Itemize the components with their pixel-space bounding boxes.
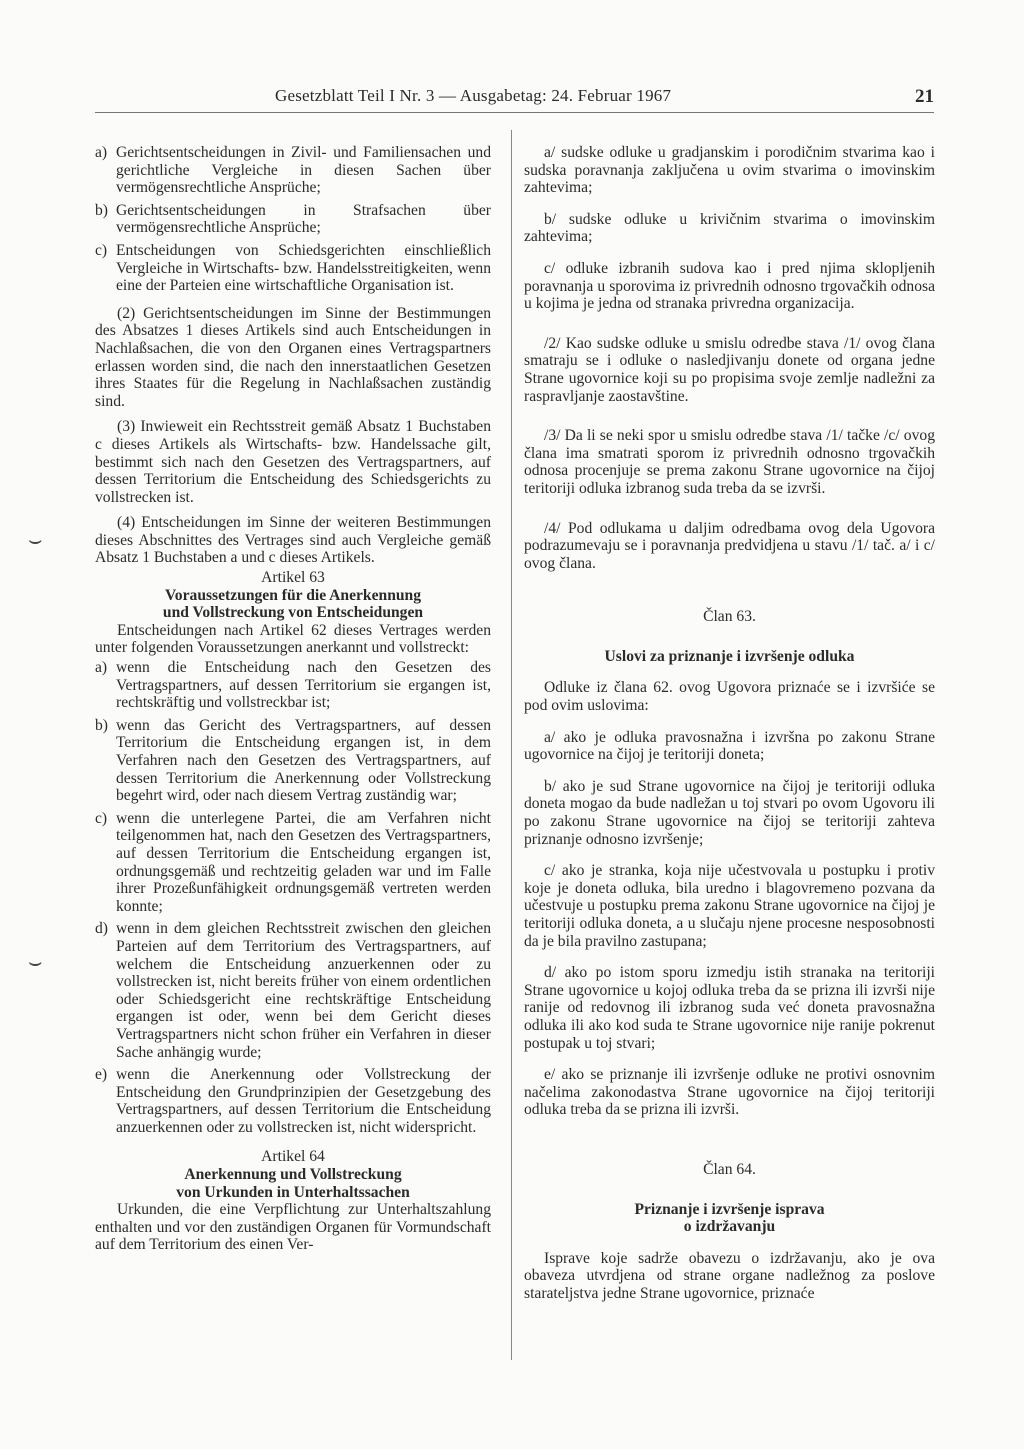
list-item: a) wenn die Entscheidung nach den Gesetzen des Vertragspartners, auf dessen Territorium sie ergangen ist, rechtskräftig und vollstreckbar ist; [95, 659, 491, 712]
article-title: Uslovi za priznanje i izvršenje odluka [604, 647, 855, 665]
article-title: Anerkennung und Vollstreckung [184, 1166, 402, 1184]
paragraph: c/ odluke izbranih sudova kao i pred njima sklopljenih poravnanja u sporovima iz privrednih odnosno trgovačkih odnosa u kojima je jedna od stranaka privredna organizacija. [524, 259, 935, 313]
paragraph: Entscheidungen nach Artikel 62 dieses Vertrages werden unter folgenden Voraussetzungen anerkannt und vollstreckt: [95, 621, 491, 657]
list-item: c) wenn die unterlegene Partei, die am Verfahren nicht teilgenommen hat, nach den Gesetzen des Vertragspartners, auf dessen Territorium die Entscheidung ergangen ist, ordnungsgemäß und rechtzeitig geladen war und im Falle ihrer Prozeßunfähigkeit ordnungsgemäß vertreten werden konnte; [95, 809, 491, 915]
paragraph: /2/ Kao sudske odluke u smislu odredbe stava /1/ ovog člana smatraju se i odluke o nasledjivanju donete od organa jedne Strane ugovornice koji su po propisima svoje zemlje nadležni za raspravljanje zaostavštine. [524, 334, 935, 405]
paragraph: (2) Gerichtsentscheidungen im Sinne der Bestimmungen des Absatzes 1 dieses Artikels sind auch Entscheidungen in Nachlaßsachen, die von den Organen eines Vertragspartners erlassen worden sind, die nach den innerstaatlichen Gesetzen ihres Staates für die Regelung in Nachlaßsachen zuständig sind. [95, 304, 491, 410]
paragraph: /4/ Pod odlukama u daljim odredbama ovog dela Ugovora podrazumevaju se i poravnanja predvidjena u stavu /1/ tač. a/ i c/ ovog člana. [524, 519, 935, 572]
paragraph: Odluke iz člana 62. ovog Ugovora priznaće se i izvršiće se pod ovim uslovima: [524, 679, 935, 715]
article-title: o izdržavanju [683, 1218, 776, 1236]
paragraph: Isprave koje sadrže obavezu o izdržavanju, ako je ova obaveza utvrdjena od strane organe nadležnog za poslove starateljstva jedne Strane ugovornice, priznaće [524, 1249, 935, 1302]
article-number: Član 64. [703, 1160, 756, 1178]
page-number: 21 [915, 86, 934, 107]
article-number: Član 63. [703, 608, 756, 626]
paragraph: (3) Inwieweit ein Rechtsstreit gemäß Absatz 1 Buchstaben c dieses Artikels als Wirtschafts- bzw. Handelssache gilt, bestimmt sich nach den Gesetzen des Vertragspartners, auf dessen Territorium die Entscheidung des Schiedsgerichts zu vollstrecken ist. [95, 418, 491, 506]
paragraph: Urkunden, die eine Verpflichtung zur Unterhaltszahlung enthalten und vor den zuständigen Organen für Vormundschaft auf dem Territorium des einen Ver- [95, 1201, 491, 1254]
list-item: b) Gerichtsentscheidungen in Strafsachen über vermögensrechtliche Ansprüche; [95, 201, 491, 237]
list-item: b/ ako je sud Strane ugovornice na čijoj je teritoriji odluka doneta mogao da bude nadležan u toj stvari po ovom Ugovoru ili po zakonu Strane ugovornice na čijoj se teritoriji zahteva priznanje odnosno izvršenje; [524, 777, 935, 848]
paragraph: a/ sudske odluke u gradjanskim i porodičnim stvarima kao i sudska poravnanja zaključena u ovim stvarima o imovinskim zahtevima; [524, 144, 935, 197]
paragraph: b/ sudske odluke u krivičnim stvarima o imovinskim zahtevima; [524, 210, 935, 246]
list-item: b) wenn das Gericht des Vertragspartners, auf dessen Territorium die Entscheidung ergangen ist, in dem Verfahren nach den Gesetzen des Vertragspartners, auf dessen Territorium die Anerkennung oder Vollstreckung begehrt wird, oder nach diesem Vertrag zuständig war; [95, 716, 491, 805]
list-item: e) wenn die Anerkennung oder Vollstreckung der Entscheidung den Grundprinzipien der Gesetzgebung des Vertragspartners, auf dessen Territorium die Entscheidung anzuerkennen oder zu vollstrecken ist, nicht widerspricht. [95, 1066, 491, 1136]
list-item: d/ ako po istom sporu izmedju istih stranaka na teritoriji Strane ugovornice u kojoj odluka treba da se prizna ili izvrši nije ranije od redovnog ili izbranog suda već doneta pravosnažna odluka ili ako kod suda te Strane ugovornice nije ranije pokrenut postupak u toj stvari; [524, 964, 935, 1052]
margin-check-mark: ⌣ [28, 950, 43, 975]
article-number: Artikel 63 [261, 569, 325, 587]
list-item: c/ ako je stranka, koja nije učestvovala u postupku i protiv koje je doneta odluka, bila uredno i blagovremeno pozvana da učestvuje u postupku prema zakonu Strane ugovornice na čijoj je teritoriji odluka doneta, a u slučaju njene procesne nesposobnosti da je bila pravilno zastupana; [524, 862, 935, 950]
gazette-title: Gesetzblatt Teil I Nr. 3 — Ausgabetag: 24. Februar 1967 [275, 86, 672, 105]
page-header [95, 86, 934, 113]
article-title: Voraussetzungen für die Anerkennung [164, 586, 422, 604]
list-item: e/ ako se priznanje ili izvršenje odluke ne protivi osnovnim načelima zakonodastva Strane ugovornice na čijoj teritoriji odluka treba da se prizna ili izvrši. [524, 1066, 935, 1119]
list-item: a/ ako je odluka pravosnažna i izvršna po zakonu Strane ugovornice na čijoj je teritoriji doneta; [524, 728, 935, 764]
article-title: von Urkunden in Unterhaltssachen [176, 1183, 410, 1201]
list-item: d) wenn in dem gleichen Rechtsstreit zwischen den gleichen Parteien auf dem Territorium des Vertragspartners, auf welchem die Entscheidung anzuerkennen oder zu vollstrecken ist, nicht bereits früher von einem ordentlichen oder Schiedsgericht eine rechtskräftige Entscheidung ergangen ist oder, wenn bei dem Gericht dieses Vertragspartners nicht schon früher ein Verfahren in dieser Sache anhängig wurde; [95, 920, 491, 1061]
article-title: Priznanje i izvršenje isprava [634, 1200, 825, 1218]
margin-check-mark: ⌣ [28, 528, 43, 553]
german-column [95, 144, 491, 1262]
column-divider [511, 130, 512, 1360]
paragraph: /3/ Da li se neki spor u smislu odredbe stava /1/ tačke /c/ ovog člana ima smatrati sporom iz privrednih odnosno trgovačkih odnosa procenjuje se prema zakonu Strane ugovornice na čijoj teritoriji odluka izbranog suda treba da se izvrši. [524, 427, 935, 497]
list-item: a) Gerichtsentscheidungen in Zivil- und Familiensachen und gerichtliche Vergleiche in diesen Sachen über vermögensrechtliche Ansprüche; [95, 144, 491, 197]
paragraph: (4) Entscheidungen im Sinne der weiteren Bestimmungen dieses Abschnittes des Vertrages sind auch Vergleiche gemäß Absatz 1 Buchstaben a und c dieses Artikels. [95, 514, 491, 567]
article-number: Artikel 64 [261, 1148, 325, 1166]
list-item: c) Entscheidungen von Schiedsgerichten einschließlich Vergleiche in Wirtschafts- bzw. Handelsstreitigkeiten, wenn eine der Parteien eine wirtschaftliche Organisation ist. [95, 241, 491, 295]
article-title: und Vollstreckung von Entscheidungen [162, 604, 424, 622]
serbian-column [524, 144, 935, 1317]
